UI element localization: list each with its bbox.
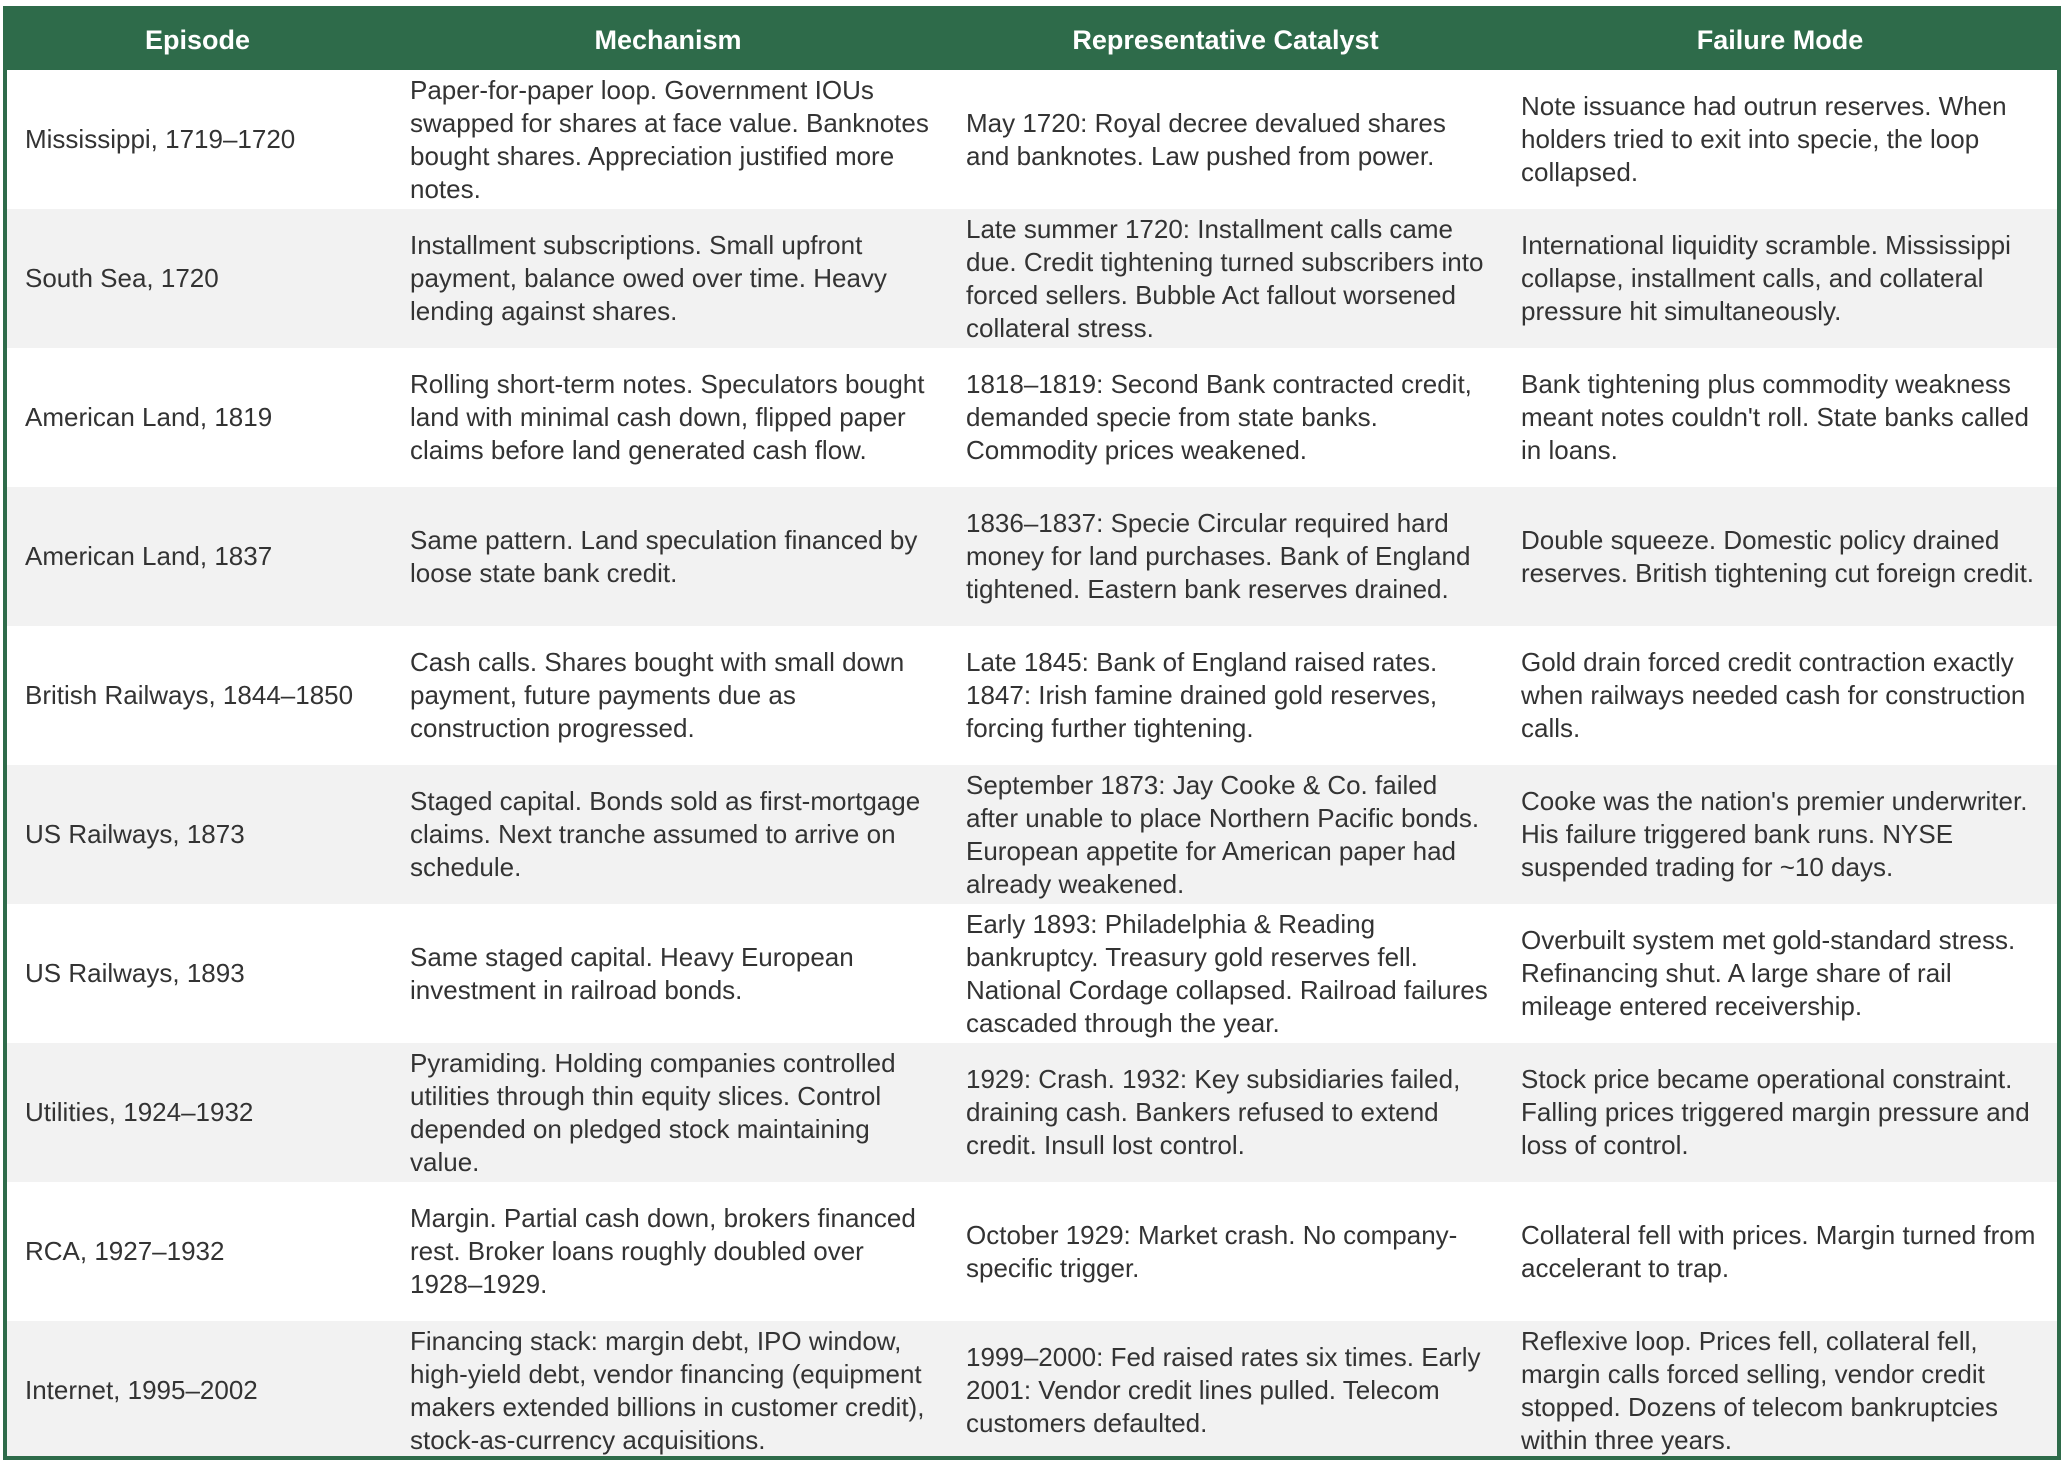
failure-mode-cell: Stock price became operational constraint. Falling prices triggered margin pressure and loss of control. <box>1503 1043 2057 1182</box>
table-row <box>7 765 2057 904</box>
episode-cell: American Land, 1837 <box>7 487 388 626</box>
table-row <box>7 1182 2057 1321</box>
mechanism-cell: Paper-for-paper loop. Government IOUs swapped for shares at face value. Banknotes bought shares. Appreciation justified more notes. <box>388 70 948 209</box>
failure-mode-cell: Gold drain forced credit contraction exactly when railways needed cash for construction calls. <box>1503 626 2057 765</box>
mechanism-cell: Cash calls. Shares bought with small down payment, future payments due as construction progressed. <box>388 626 948 765</box>
mechanism-cell: Staged capital. Bonds sold as first-mortgage claims. Next tranche assumed to arrive on schedule. <box>388 765 948 904</box>
column-header-mechanism: Mechanism <box>388 10 948 70</box>
failure-mode-cell: Cooke was the nation's premier underwriter. His failure triggered bank runs. NYSE suspended trading for ~10 days. <box>1503 765 2057 904</box>
episode-cell: Utilities, 1924–1932 <box>7 1043 388 1182</box>
failure-mode-cell: Reflexive loop. Prices fell, collateral fell, margin calls forced selling, vendor credit stopped. Dozens of telecom bankruptcies within three years. <box>1503 1321 2057 1460</box>
mechanism-cell: Same pattern. Land speculation financed by loose state bank credit. <box>388 487 948 626</box>
episode-cell: US Railways, 1873 <box>7 765 388 904</box>
catalyst-cell: 1999–2000: Fed raised rates six times. Early 2001: Vendor credit lines pulled. Telecom customers defaulted. <box>948 1321 1503 1460</box>
mechanism-cell: Financing stack: margin debt, IPO window, high-yield debt, vendor financing (equipment makers extended billions in customer credit), stock-as-currency acquisitions. <box>388 1321 948 1460</box>
episodes-table <box>7 10 2057 1460</box>
table-row <box>7 626 2057 765</box>
catalyst-cell: 1929: Crash. 1932: Key subsidiaries failed, draining cash. Bankers refused to extend credit. Insull lost control. <box>948 1043 1503 1182</box>
episode-cell: RCA, 1927–1932 <box>7 1182 388 1321</box>
mechanism-cell: Same staged capital. Heavy European investment in railroad bonds. <box>388 904 948 1043</box>
mechanism-cell: Rolling short-term notes. Speculators bought land with minimal cash down, flipped paper claims before land generated cash flow. <box>388 348 948 487</box>
catalyst-cell: Early 1893: Philadelphia & Reading bankruptcy. Treasury gold reserves fell. National Cordage collapsed. Railroad failures cascaded through the year. <box>948 904 1503 1043</box>
episode-cell: British Railways, 1844–1850 <box>7 626 388 765</box>
column-header-episode: Episode <box>7 10 388 70</box>
episodes-table-container <box>3 6 2061 1460</box>
episode-cell: Internet, 1995–2002 <box>7 1321 388 1460</box>
table-row <box>7 487 2057 626</box>
table-row <box>7 1043 2057 1182</box>
failure-mode-cell: Bank tightening plus commodity weakness meant notes couldn't roll. State banks called in loans. <box>1503 348 2057 487</box>
mechanism-cell: Installment subscriptions. Small upfront payment, balance owed over time. Heavy lending against shares. <box>388 209 948 348</box>
table-row <box>7 348 2057 487</box>
failure-mode-cell: Overbuilt system met gold-standard stress. Refinancing shut. A large share of rail mileage entered receivership. <box>1503 904 2057 1043</box>
catalyst-cell: Late 1845: Bank of England raised rates. 1847: Irish famine drained gold reserves, forcing further tightening. <box>948 626 1503 765</box>
catalyst-cell: May 1720: Royal decree devalued shares and banknotes. Law pushed from power. <box>948 70 1503 209</box>
table-row <box>7 209 2057 348</box>
failure-mode-cell: International liquidity scramble. Mississippi collapse, installment calls, and collateral pressure hit simultaneously. <box>1503 209 2057 348</box>
catalyst-cell: 1836–1837: Specie Circular required hard money for land purchases. Bank of England tightened. Eastern bank reserves drained. <box>948 487 1503 626</box>
table-row <box>7 70 2057 209</box>
mechanism-cell: Margin. Partial cash down, brokers financed rest. Broker loans roughly doubled over 1928–1929. <box>388 1182 948 1321</box>
catalyst-cell: Late summer 1720: Installment calls came due. Credit tightening turned subscribers into forced sellers. Bubble Act fallout worsened collateral stress. <box>948 209 1503 348</box>
table-header-row <box>7 10 2057 70</box>
table-row <box>7 1321 2057 1460</box>
catalyst-cell: 1818–1819: Second Bank contracted credit, demanded specie from state banks. Commodity prices weakened. <box>948 348 1503 487</box>
mechanism-cell: Pyramiding. Holding companies controlled utilities through thin equity slices. Control depended on pledged stock maintaining value. <box>388 1043 948 1182</box>
episode-cell: Mississippi, 1719–1720 <box>7 70 388 209</box>
table-row <box>7 904 2057 1043</box>
episode-cell: American Land, 1819 <box>7 348 388 487</box>
catalyst-cell: October 1929: Market crash. No company-specific trigger. <box>948 1182 1503 1321</box>
column-header-catalyst: Representative Catalyst <box>948 10 1503 70</box>
catalyst-cell: September 1873: Jay Cooke & Co. failed after unable to place Northern Pacific bonds. European appetite for American paper had already weakened. <box>948 765 1503 904</box>
column-header-failure-mode: Failure Mode <box>1503 10 2057 70</box>
failure-mode-cell: Double squeeze. Domestic policy drained reserves. British tightening cut foreign credit. <box>1503 487 2057 626</box>
episode-cell: South Sea, 1720 <box>7 209 388 348</box>
episode-cell: US Railways, 1893 <box>7 904 388 1043</box>
failure-mode-cell: Note issuance had outrun reserves. When holders tried to exit into specie, the loop collapsed. <box>1503 70 2057 209</box>
failure-mode-cell: Collateral fell with prices. Margin turned from accelerant to trap. <box>1503 1182 2057 1321</box>
